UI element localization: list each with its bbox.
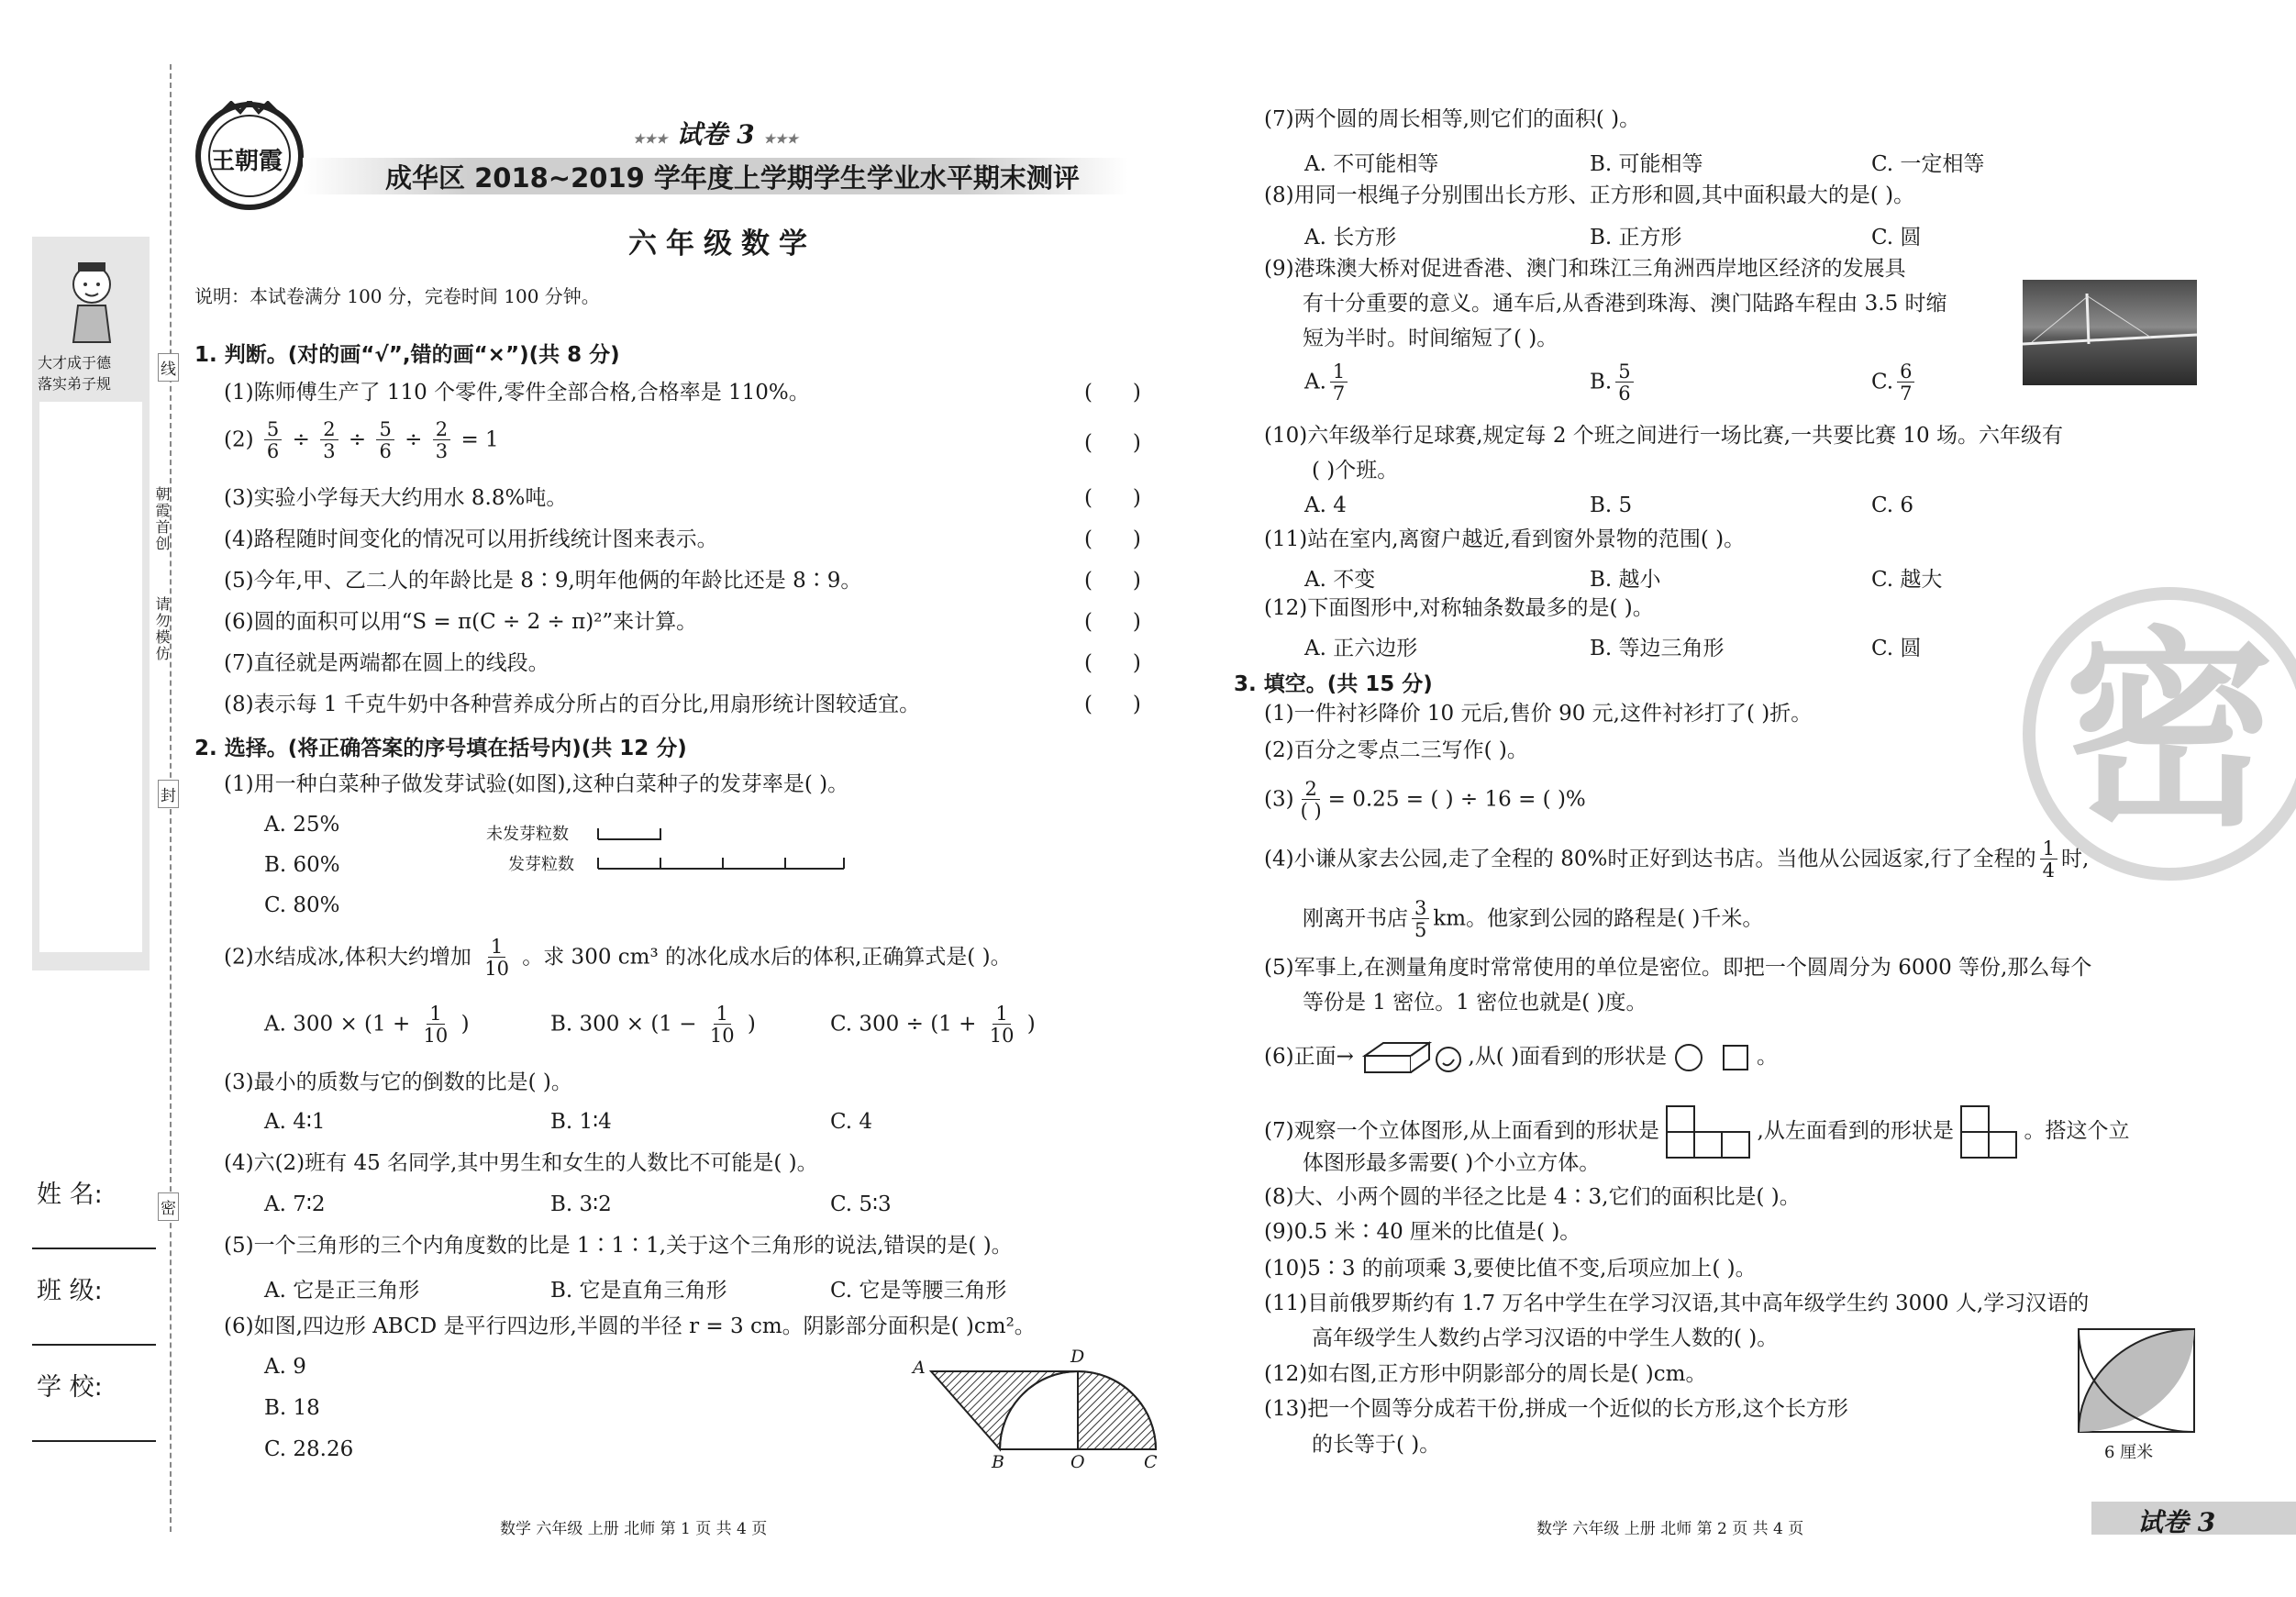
choice-q2: (2)水结成冰,体积大约增加 $\frac{1}{10}$ 。求 300 cm³ 的冰化成水后的体积,正确算式是( )。 xyxy=(224,936,1012,980)
choice-q9-opt-a[interactable]: A. $\frac{1}{7}$ xyxy=(1304,362,1351,404)
judge-q5: (5)今年,甲、乙二人的年龄比是 8∶9,明年他俩的年龄比还是 8∶9。 xyxy=(224,569,862,593)
choice-q6-opt-a[interactable]: A. 9 xyxy=(264,1355,306,1379)
page-title: 成华区 2018~2019 学年度上学期学生学业水平期末测评 xyxy=(385,162,1080,194)
answer-paren[interactable]: ( ) xyxy=(1084,381,1141,405)
answer-paren[interactable]: ( ) xyxy=(1084,486,1141,510)
choice-q11-opt-a[interactable]: A. 不变 xyxy=(1304,568,1376,592)
school-label: 学 校: xyxy=(37,1373,103,1402)
secret-watermark: 密 xyxy=(2023,587,2296,881)
name-label: 姓 名: xyxy=(37,1181,103,1209)
footer-left: 数学 六年级 上册 北师 第 1 页 共 4 页 xyxy=(500,1520,768,1538)
choice-q7-opt-c[interactable]: C. 一定相等 xyxy=(1871,152,1985,176)
fill-q10: (10)5∶3 的前项乘 3,要使比值不变,后项应加上( )。 xyxy=(1264,1257,1757,1281)
answer-paren[interactable]: ( ) xyxy=(1084,693,1141,716)
star-icon: ★★★ xyxy=(763,132,799,147)
label-o: O xyxy=(1070,1452,1085,1472)
fill-q12: (12)如右图,正方形中阴影部分的周长是( )cm。 xyxy=(1264,1362,1707,1386)
choice-q4-opt-a[interactable]: A. 7∶2 xyxy=(264,1192,326,1216)
dimension-label: 6 厘米 xyxy=(2104,1443,2154,1462)
section-1-heading: 1. 判断。(对的画“√”,错的画“×”)(共 8 分) xyxy=(194,343,620,367)
answer-paren[interactable]: ( ) xyxy=(1084,610,1141,634)
choice-q8-opt-b[interactable]: B. 正方形 xyxy=(1590,226,1682,250)
choice-q4-opt-b[interactable]: B. 3∶2 xyxy=(550,1192,612,1216)
margin-text-2: 请勿模仿 xyxy=(153,596,171,662)
fill-q13-line2: 的长等于( )。 xyxy=(1312,1433,1441,1457)
motto-top2: 落实弟子规 xyxy=(38,375,112,393)
margin-mark-seal: 封 xyxy=(158,780,179,808)
section-3-heading: 3. 填空。(共 15 分) xyxy=(1234,672,1433,696)
choice-q10-opt-c[interactable]: C. 6 xyxy=(1871,494,1914,517)
choice-q7-opt-a[interactable]: A. 不可能相等 xyxy=(1304,152,1439,176)
class-label: 班 级: xyxy=(37,1277,103,1305)
choice-q8-opt-a[interactable]: A. 长方形 xyxy=(1304,226,1397,250)
motto-panel xyxy=(32,237,150,970)
choice-q9-opt-c[interactable]: C. $\frac{6}{7}$ xyxy=(1871,362,1918,404)
fill-q11-line1: (11)目前俄罗斯约有 1.7 万名中学生在学习汉语,其中高年级学生约 3000 人,学习汉语的 xyxy=(1264,1292,2090,1315)
fill-q2: (2)百分之零点二三写作( )。 xyxy=(1264,738,1528,762)
margin-text-1: 朝霞首创 xyxy=(153,486,171,552)
choice-q9-line2: 有十分重要的意义。通车后,从香港到珠海、澳门陆路车程由 3.5 时缩 xyxy=(1303,292,1947,316)
fill-q4-line2: 刚离开书店 $\frac{3}{5}$ km。他家到公园的路程是( )千米。 xyxy=(1303,897,1764,941)
choice-q9-line3: 短为半时。时间缩短了( )。 xyxy=(1303,327,1558,350)
choice-q12-opt-b[interactable]: B. 等边三角形 xyxy=(1590,637,1725,660)
answer-paren[interactable]: ( ) xyxy=(1084,431,1141,455)
choice-q12-opt-c[interactable]: C. 圆 xyxy=(1871,637,1922,660)
cylinder-lying-icon xyxy=(1360,1039,1461,1076)
fill-q1: (1)一件衬衫降价 10 元后,售价 90 元,这件衬衫打了( )折。 xyxy=(1264,702,1813,726)
square-arc-figure xyxy=(2075,1325,2199,1463)
choice-q1-opt-a[interactable]: A. 25% xyxy=(264,813,340,837)
fill-q13-line1: (13)把一个圆等分成若干份,拼成一个近似的长方形,这个长方形 xyxy=(1264,1397,1848,1421)
fill-q4-line1: (4)小谦从家去公园,走了全程的 80%时正好到达书店。当他从公园返家,行了全程的 $\frac{1}{4}$ 时, xyxy=(1264,837,2090,882)
fill-q11-line2: 高年级学生人数约占学习汉语的中学生人数的( )。 xyxy=(1312,1326,1779,1350)
scholar-figure xyxy=(60,255,124,347)
choice-q7: (7)两个圆的周长相等,则它们的面积( )。 xyxy=(1264,107,1641,131)
choice-q12-opt-a[interactable]: A. 正六边形 xyxy=(1304,637,1418,660)
fill-q7-line1: (7)观察一个立体图形,从上面看到的形状是 ,从左面看到的形状是 。搭这个立 xyxy=(1264,1105,2129,1159)
choice-q8: (8)用同一根绳子分别围出长方形、正方形和圆,其中面积最大的是( )。 xyxy=(1264,183,1915,207)
exam-tag: ★★★ 试卷 3 ★★★ xyxy=(633,119,799,150)
choice-q9-opt-b[interactable]: B. $\frac{5}{6}$ xyxy=(1590,362,1637,404)
section-2-heading: 2. 选择。(将正确答案的序号填在括号内)(共 12 分) xyxy=(194,737,687,760)
margin-mark-line: 线 xyxy=(158,353,179,382)
choice-q10-opt-b[interactable]: B. 5 xyxy=(1590,494,1633,517)
unsprout-label: 未发芽粒数 xyxy=(486,825,569,844)
judge-q6: (6)圆的面积可以用“S = π(C ÷ 2 ÷ π)²”来计算。 xyxy=(224,610,698,634)
choice-q8-opt-c[interactable]: C. 圆 xyxy=(1871,226,1922,250)
choice-q3: (3)最小的质数与它的倒数的比是( )。 xyxy=(224,1070,572,1094)
germination-chart xyxy=(486,821,853,876)
fill-q5-line2: 等份是 1 密位。1 密位也就是( )度。 xyxy=(1303,991,1647,1015)
choice-q2-opt-a[interactable]: A. 300 × (1 + $\frac{1}{10}$ ) xyxy=(264,1003,470,1047)
fill-q5-line1: (5)军事上,在测量角度时常常使用的单位是密位。即把一个圆周分为 6000 等份,那么每个 xyxy=(1264,956,2092,980)
choice-q4-opt-c[interactable]: C. 5∶3 xyxy=(830,1192,892,1216)
publisher-logo xyxy=(194,101,305,211)
judge-q4: (4)路程随时间变化的情况可以用折线统计图来表示。 xyxy=(224,527,718,551)
choice-q12: (12)下面图形中,对称轴条数最多的是( )。 xyxy=(1264,596,1654,620)
judge-q3: (3)实验小学每天大约用水 8.8%吨。 xyxy=(224,486,568,510)
fill-q7-line2: 体图形最多需要( )个小立方体。 xyxy=(1303,1151,1601,1175)
margin-mark-secret: 密 xyxy=(158,1192,179,1221)
footer-tag: 试卷 3 xyxy=(2137,1507,2216,1537)
choice-q7-opt-b[interactable]: B. 可能相等 xyxy=(1590,152,1703,176)
choice-q2-opt-b[interactable]: B. 300 × (1 − $\frac{1}{10}$ ) xyxy=(550,1003,756,1047)
choice-q5: (5)一个三角形的三个内角度数的比是 1∶1∶1,关于这个三角形的说法,错误的是( )。 xyxy=(224,1234,1013,1258)
class-field[interactable] xyxy=(32,1344,156,1346)
fill-q8: (8)大、小两个圆的半径之比是 4∶3,它们的面积比是( )。 xyxy=(1264,1185,1801,1209)
left-view-icon xyxy=(1960,1105,2017,1159)
choice-q1-opt-c[interactable]: C. 80% xyxy=(264,893,340,917)
fill-q3: (3) $\frac{2}{( )}$ = 0.25 = ( ) ÷ 16 = ( )% xyxy=(1264,778,1586,822)
sprout-label: 发芽粒数 xyxy=(508,855,574,874)
choice-q5-opt-a[interactable]: A. 它是正三角形 xyxy=(264,1279,420,1303)
bridge-photo xyxy=(2023,280,2197,385)
motto-grid xyxy=(39,402,142,952)
choice-q1: (1)用一种白菜种子做发芽试验(如图),这种白菜种子的发芽率是( )。 xyxy=(224,772,849,796)
answer-paren[interactable]: ( ) xyxy=(1084,651,1141,675)
label-a: A xyxy=(913,1358,926,1378)
logo-text: 王朝霞 xyxy=(211,148,283,175)
school-field[interactable] xyxy=(32,1440,156,1442)
label-d: D xyxy=(1070,1347,1085,1367)
choice-q11-opt-c[interactable]: C. 越大 xyxy=(1871,568,1943,592)
star-icon: ★★★ xyxy=(633,132,668,147)
judge-q8: (8)表示每 1 千克牛奶中各种营养成分所占的百分比,用扇形统计图较适宜。 xyxy=(224,693,921,716)
choice-q10-line1: (10)六年级举行足球赛,规定每 2 个班之间进行一场比赛,一共要比赛 10 场。六年级有 xyxy=(1264,424,2063,448)
choice-q10-line2: ( )个班。 xyxy=(1312,459,1399,482)
choice-q1-opt-b[interactable]: B. 60% xyxy=(264,853,340,877)
name-field[interactable] xyxy=(32,1248,156,1249)
motto-top: 大才成于德 xyxy=(38,354,112,372)
choice-q3-opt-a[interactable]: A. 4∶1 xyxy=(264,1110,326,1134)
choice-q4: (4)六(2)班有 45 名同学,其中男生和女生的人数比不可能是( )。 xyxy=(224,1151,818,1175)
parallelogram-figure xyxy=(913,1347,1160,1472)
choice-q5-opt-b[interactable]: B. 它是直角三角形 xyxy=(550,1279,727,1303)
choice-q6: (6)如图,四边形 ABCD 是平行四边形,半圆的半径 r = 3 cm。阴影部分面积是( )cm²。 xyxy=(224,1314,1036,1338)
choice-q9-line1: (9)港珠澳大桥对促进香港、澳门和珠江三角洲西岸地区经济的发展具 xyxy=(1264,257,1906,281)
choice-q6-opt-c[interactable]: C. 28.26 xyxy=(264,1437,354,1461)
footer-right: 数学 六年级 上册 北师 第 2 页 共 4 页 xyxy=(1536,1520,1804,1538)
choice-q10-opt-a[interactable]: A. 4 xyxy=(1304,494,1347,517)
choice-q2-opt-c[interactable]: C. 300 ÷ (1 + $\frac{1}{10}$ ) xyxy=(830,1003,1036,1047)
circle-shape-icon xyxy=(1673,1042,1704,1073)
choice-q6-opt-b[interactable]: B. 18 xyxy=(264,1396,320,1420)
choice-q11: (11)站在室内,离窗户越近,看到窗外景物的范围( )。 xyxy=(1264,527,1746,551)
judge-q7: (7)直径就是两端都在圆上的线段。 xyxy=(224,651,549,675)
page-subtitle: 六年级数学 xyxy=(628,227,816,261)
square-shape-icon xyxy=(1721,1043,1750,1072)
choice-q3-opt-c[interactable]: C. 4 xyxy=(830,1110,873,1134)
judge-q1: (1)陈师傅生产了 110 个零件,零件全部合格,合格率是 110%。 xyxy=(224,381,810,405)
top-view-icon xyxy=(1666,1105,1750,1159)
fill-q6: (6)正面→ ,从( )面看到的形状是 。 xyxy=(1264,1039,1778,1076)
choice-q3-opt-b[interactable]: B. 1∶4 xyxy=(550,1110,612,1134)
fill-q9: (9)0.5 米∶40 厘米的比值是( )。 xyxy=(1264,1220,1581,1244)
label-b: B xyxy=(992,1452,1004,1472)
choice-q5-opt-c[interactable]: C. 它是等腰三角形 xyxy=(830,1279,1007,1303)
answer-paren[interactable]: ( ) xyxy=(1084,527,1141,551)
label-c: C xyxy=(1144,1452,1158,1472)
choice-q11-opt-b[interactable]: B. 越小 xyxy=(1590,568,1661,592)
exam-note: 说明：本试卷满分 100 分，完卷时间 100 分钟。 xyxy=(194,285,600,307)
answer-paren[interactable]: ( ) xyxy=(1084,569,1141,593)
judge-q2: (2) $\frac{5}{6}$ ÷ $\frac{2}{3}$ ÷ $\frac{5}{6}$ ÷ $\frac{2}{3}$ = 1 xyxy=(224,418,499,462)
